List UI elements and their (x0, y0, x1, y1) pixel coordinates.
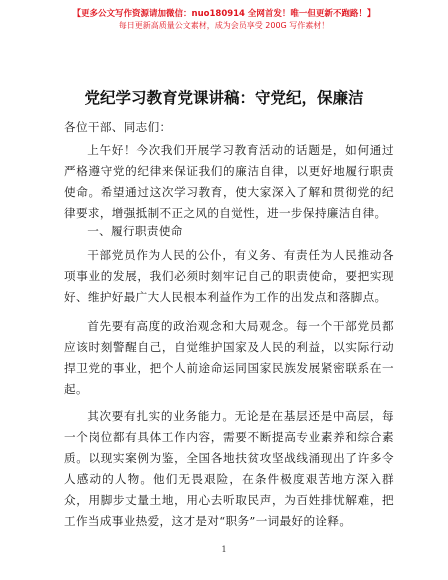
promo-banner-line-2: 每日更新高质量公文素材，成为会员享受 200G 写作素材！ (118, 21, 330, 30)
page-number: 1 (221, 545, 227, 554)
section-heading: 一、履行职责使命 (87, 224, 183, 238)
salutation: 各位干部、同志们： (64, 120, 172, 134)
paragraph-opening: 上午好！今次我们开展学习教育活动的话题是，如何通过严格遵守党的纪律来保证我们的廉洁自律，以更好地履行职责使命。希望通过这次学习教育，使大家深入了解和贯彻党的纪律要求，增强抵制不正之风的自觉性，进一步保持廉洁自律。 (64, 143, 394, 220)
promo-banner-line-1: 【更多公文写作资源请加微信：nuo180914 全网首发！唯一但更新不跑路！】 (72, 9, 376, 19)
document-title: 党纪学习教育党课讲稿：守党纪，保廉洁 (84, 89, 364, 107)
paragraph-duty: 干部党员作为人民的公仆，有义务、有责任为人民推动各项事业的发展，我们必须时刻牢记自己的职责使命，要把实现好、维护好最广大人民根本利益作为工作的出发点和落脚点。 (64, 248, 394, 304)
promo-banner (0, 8, 448, 32)
paragraph-political-awareness: 首先要有高度的政治观念和大局观念。每一个干部党员都应该时刻警醒自己，自觉维护国家及人民的利益，以实际行动捍卫党的事业，把个人前途命运同国家民族发展紧密联系在一起。 (64, 319, 394, 396)
paragraph-professional-ability: 其次要有扎实的业务能力。无论是在基层还是中高层，每一个岗位都有具体工作内容，需要不断提高专业素养和综合素质。以现实案例为鉴，全国各地扶贫攻坚战线涌现出了许多令人感动的人物。他们无畏艰险，在条件极度艰苦地方深入群众，用脚步丈量土地，用心去听取民声，为百姓排忧解难，把工作当成事业热爱，这才是对“职务”一词最好的诠释。 (64, 409, 394, 528)
